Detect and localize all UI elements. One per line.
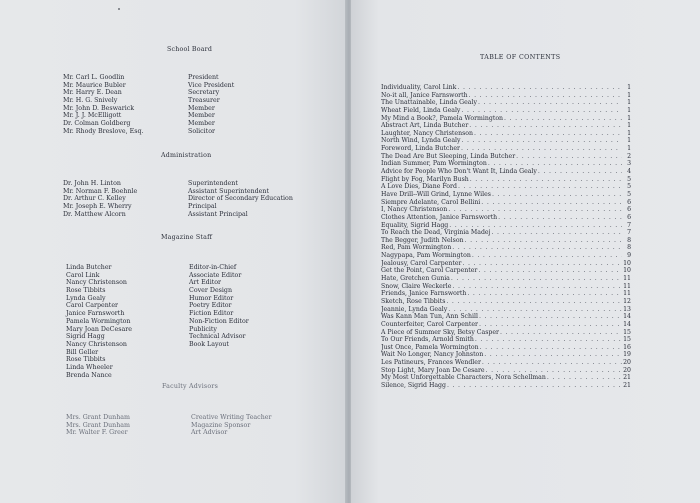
toc-entry-page: 11 xyxy=(623,282,631,290)
toc-entry-page: 11 xyxy=(623,290,631,298)
toc-entry xyxy=(381,306,631,314)
toc-entry xyxy=(381,382,631,390)
toc-entry xyxy=(381,153,631,161)
toc-dot-leader xyxy=(469,122,622,130)
toc-entry-page: 1 xyxy=(627,114,631,122)
administration-heading: Administration xyxy=(161,152,212,159)
toc-entry-title: A Piece of Summer Sky, Betsy Casper xyxy=(381,328,499,336)
toc-entry-title: Wheat Field, Linda Gealy xyxy=(381,106,461,114)
toc-entry-title: To Reach the Dead, Virginia Madej xyxy=(381,229,491,237)
toc-entry-page: 1 xyxy=(627,122,631,130)
toc-entry-page: 13 xyxy=(623,305,631,313)
toc-entry-page: 8 xyxy=(627,244,631,252)
toc-dot-leader xyxy=(467,290,622,298)
toc-dot-leader xyxy=(486,367,622,375)
toc-entry xyxy=(381,222,631,230)
toc-entry-title: Equality, Sigrid Hagg xyxy=(381,221,449,229)
toc-entry-title: Have Drill--Will Grind, Lynne Wiles xyxy=(381,190,491,198)
toc-dot-leader xyxy=(465,237,622,245)
toc-entry-page: 15 xyxy=(623,328,631,336)
toc-dot-leader xyxy=(470,176,622,184)
toc-entry-title: Friends, Janice Farnsworth xyxy=(381,290,467,298)
toc-entry-title: Jealousy, Carol Carpenter xyxy=(381,259,462,267)
toc-entry-title: Red, Pam Wormington xyxy=(381,244,452,252)
toc-entry-title: Foreword, Linda Butcher xyxy=(381,145,460,153)
toc-entry xyxy=(381,367,631,375)
toc-entry-title: Snow, Claire Weckerle xyxy=(381,282,452,290)
toc-entry-title: The Begger, Judith Nelson xyxy=(381,236,464,244)
toc-entry-page: 4 xyxy=(627,168,631,176)
toc-entry-title: No-it all, Janice Farnsworth xyxy=(381,91,468,99)
toc-entry xyxy=(381,176,631,184)
toc-entry-title: Was Kann Man Tun, Ann Schill xyxy=(381,313,478,321)
toc-entry xyxy=(381,92,631,100)
toc-entry-title: The Dead Are But Sleeping, Linda Butcher xyxy=(381,152,516,160)
toc-dot-leader xyxy=(538,168,622,176)
toc-entry-title: Get the Point, Carol Carpenter xyxy=(381,267,478,275)
toc-entry-page: 5 xyxy=(627,190,631,198)
toc-entry-page: 10 xyxy=(623,259,631,267)
toc-dot-leader xyxy=(474,130,622,138)
toc-entry xyxy=(381,107,631,115)
toc-entry-title: Wait No Longer, Nancy Johnston xyxy=(381,351,484,359)
toc-entry xyxy=(381,84,631,92)
toc-entry-page: 12 xyxy=(623,297,631,305)
toc-dot-leader xyxy=(516,153,622,161)
toc-entry-title: Sketch, Rose Tibbits xyxy=(381,297,446,305)
toc-entry-page: 8 xyxy=(627,236,631,244)
toc-entry-title: Hate, Gretchen Gunia xyxy=(381,275,450,283)
toc-dot-leader xyxy=(500,329,622,337)
toc-dot-leader xyxy=(448,306,622,314)
toc-entry xyxy=(381,329,631,337)
toc-entry-page: 2 xyxy=(627,152,631,160)
toc-entry xyxy=(381,298,631,306)
toc-dot-leader xyxy=(479,321,622,329)
toc-entry-page: 15 xyxy=(623,336,631,344)
toc-dot-leader xyxy=(480,344,622,352)
toc-dot-leader xyxy=(492,191,622,199)
toc-entry xyxy=(381,237,631,245)
toc-entry-title: Les Patineurs, Frances Wendler xyxy=(381,359,481,367)
table-of-contents xyxy=(381,84,631,390)
toc-entry xyxy=(381,214,631,222)
toc-entry-title: I, Nancy Christenson xyxy=(381,206,448,214)
toc-entry-title: Jeannie, Lynda Gealy xyxy=(381,305,448,313)
toc-entry xyxy=(381,260,631,268)
toc-dot-leader xyxy=(498,214,622,222)
toc-entry-page: 5 xyxy=(627,183,631,191)
toc-entry-page: 6 xyxy=(627,206,631,214)
toc-dot-leader xyxy=(461,145,622,153)
toc-dot-leader xyxy=(482,359,622,367)
magazine-staff-heading: Magazine Staff xyxy=(161,234,213,241)
page-speck xyxy=(118,8,120,10)
toc-dot-leader xyxy=(449,222,622,230)
toc-entry xyxy=(381,160,631,168)
toc-entry xyxy=(381,99,631,107)
toc-entry xyxy=(381,252,631,260)
toc-entry xyxy=(381,351,631,359)
toc-entry xyxy=(381,229,631,237)
toc-entry-page: 6 xyxy=(627,198,631,206)
toc-entry-page: 1 xyxy=(627,129,631,137)
toc-dot-leader xyxy=(481,199,622,207)
toc-entry xyxy=(381,321,631,329)
toc-entry-title: Flight by Fog, Marilyn Bush xyxy=(381,175,469,183)
toc-dot-leader xyxy=(478,267,622,275)
toc-entry-title: Nagypapa, Pam Wormington xyxy=(381,252,471,260)
toc-entry-title: A Love Dies, Diane Ford xyxy=(381,183,457,191)
toc-dot-leader xyxy=(452,244,622,252)
toc-entry xyxy=(381,122,631,130)
toc-entry xyxy=(381,183,631,191)
toc-entry-page: 21 xyxy=(623,381,631,389)
toc-entry-page: 20 xyxy=(623,359,631,367)
toc-dot-leader xyxy=(479,313,622,321)
toc-entry xyxy=(381,206,631,214)
toc-entry-page: 1 xyxy=(627,84,631,91)
toc-entry xyxy=(381,115,631,123)
school-board-heading: School Board xyxy=(167,46,213,53)
faculty-advisors-heading: Faculty Advisors xyxy=(162,383,218,390)
toc-entry-title: My Most Unforgettable Characters, Nora Schellman xyxy=(381,374,546,382)
toc-dot-leader xyxy=(452,283,622,291)
toc-dot-leader xyxy=(448,206,622,214)
toc-entry-title: Indian Summer, Pam Wormington xyxy=(381,160,487,168)
toc-entry xyxy=(381,359,631,367)
toc-dot-leader xyxy=(478,99,622,107)
toc-entry-page: 5 xyxy=(627,175,631,183)
toc-entry-page: 14 xyxy=(623,313,631,321)
toc-entry-page: 1 xyxy=(627,99,631,107)
toc-entry-page: 19 xyxy=(623,351,631,359)
toc-entry xyxy=(381,336,631,344)
toc-entry xyxy=(381,267,631,275)
toc-entry xyxy=(381,344,631,352)
toc-title: TABLE OF CONTENTS xyxy=(480,54,561,61)
toc-entry-title: Just Once, Pamela Wormington xyxy=(381,343,479,351)
toc-entry-title: Advice for People Who Don't Want It, Linda Gealy xyxy=(381,168,537,176)
toc-dot-leader xyxy=(461,107,622,115)
toc-entry-title: North Wind, Lynda Gealy xyxy=(381,137,461,145)
toc-dot-leader xyxy=(469,92,622,100)
left-page: School Board Mr. Carl L. Goodlin President Mr. Maurice Bubler Vice President Mr. Harry E. Dean Secretary Mr. H. G. Snively Treasurer Mr. John D. Beswarick Member Mr. J. J. McElligott Member Dr. Colman Goldberg Member Mr. Rhody Breslove, Esq. Solicitor Administration Dr. John H. Linton Superintendent Mr. Norman F. Boehnle Assistant Superintendent Dr. Arthur C. Kelley Director of Secondary Education Mr. Joseph E. Wherry Principal Dr. Matthew Alcorn Assistant Principal Magazine Staff Linda Butcher Editor-in-Chief Carol Link Associate Editor Nancy Christenson Art Editor Rose Tibbits Cover Design Lynda Gealy Humor Editor Carol Carpenter Poetry Editor Janice Farnsworth Fiction Editor Pamela Wormington Non-Fiction Editor Mary Joan DeCesare Publicity Sigrid Hagg Technical Advisor Nancy Christenson Book Layout Bill Geller Rose Tibbits Linda Wheeler Brenda Nance Faculty Advisors Mrs. Grant Dunham Creative Writing Teacher Mrs. Grant Dunham Magazine Sponsor Mr. Walter F. Greer Art Advisor xyxy=(0,0,347,503)
toc-entry xyxy=(381,244,631,252)
toc-entry-title: Laughter, Nancy Christenson xyxy=(381,129,473,137)
toc-entry-page: 10 xyxy=(623,267,631,275)
toc-dot-leader xyxy=(447,382,622,390)
toc-entry-title: Siempre Adelante, Carol Bellini xyxy=(381,198,481,206)
toc-entry-title: My Mind a Book?, Pamela Wormington xyxy=(381,114,504,122)
toc-entry-page: 1 xyxy=(627,106,631,114)
toc-entry xyxy=(381,145,631,153)
toc-entry-page: 20 xyxy=(623,366,631,374)
toc-dot-leader xyxy=(547,374,622,382)
toc-entry xyxy=(381,275,631,283)
toc-entry-title: Clothes Attention, Janice Farnsworth xyxy=(381,213,498,221)
toc-dot-leader xyxy=(488,160,622,168)
toc-dot-leader xyxy=(458,183,622,191)
toc-entry-page: 7 xyxy=(627,229,631,237)
toc-entry-title: To Our Friends, Arnold Smith xyxy=(381,336,474,344)
toc-entry-page: 1 xyxy=(627,91,631,99)
toc-entry-page: 1 xyxy=(627,137,631,145)
toc-entry-page: 6 xyxy=(627,213,631,221)
toc-entry-page: 11 xyxy=(623,275,631,283)
toc-entry xyxy=(381,168,631,176)
toc-entry-title: Counterfeiter, Carol Carpenter xyxy=(381,320,478,328)
toc-entry xyxy=(381,290,631,298)
toc-dot-leader xyxy=(472,252,622,260)
toc-entry xyxy=(381,374,631,382)
toc-entry xyxy=(381,313,631,321)
toc-entry xyxy=(381,283,631,291)
toc-entry-title: Individuality, Carol Link xyxy=(381,84,457,91)
toc-entry-title: Abstract Art, Linda Butcher xyxy=(381,122,469,130)
toc-dot-leader xyxy=(451,275,622,283)
toc-dot-leader xyxy=(504,115,622,123)
toc-dot-leader xyxy=(492,229,623,237)
toc-entry-page: 21 xyxy=(623,374,631,382)
toc-entry-page: 14 xyxy=(623,320,631,328)
toc-entry-page: 1 xyxy=(627,145,631,153)
toc-entry-page: 7 xyxy=(627,221,631,229)
toc-entry xyxy=(381,191,631,199)
toc-dot-leader xyxy=(475,336,622,344)
toc-entry-title: Stop Light, Mary Joan De Cesare xyxy=(381,366,485,374)
toc-dot-leader xyxy=(446,298,622,306)
toc-entry-page: 16 xyxy=(623,343,631,351)
toc-dot-leader xyxy=(484,351,622,359)
toc-entry xyxy=(381,137,631,145)
toc-dot-leader xyxy=(462,260,622,268)
toc-dot-leader xyxy=(457,84,622,92)
toc-entry xyxy=(381,130,631,138)
toc-dot-leader xyxy=(462,137,622,145)
toc-entry xyxy=(381,199,631,207)
toc-entry-page: 9 xyxy=(627,252,631,260)
toc-entry-title: The Unattainable, Linda Gealy xyxy=(381,99,477,107)
toc-entry-title: Silence, Sigrid Hagg xyxy=(381,381,446,389)
toc-entry-page: 3 xyxy=(627,160,631,168)
